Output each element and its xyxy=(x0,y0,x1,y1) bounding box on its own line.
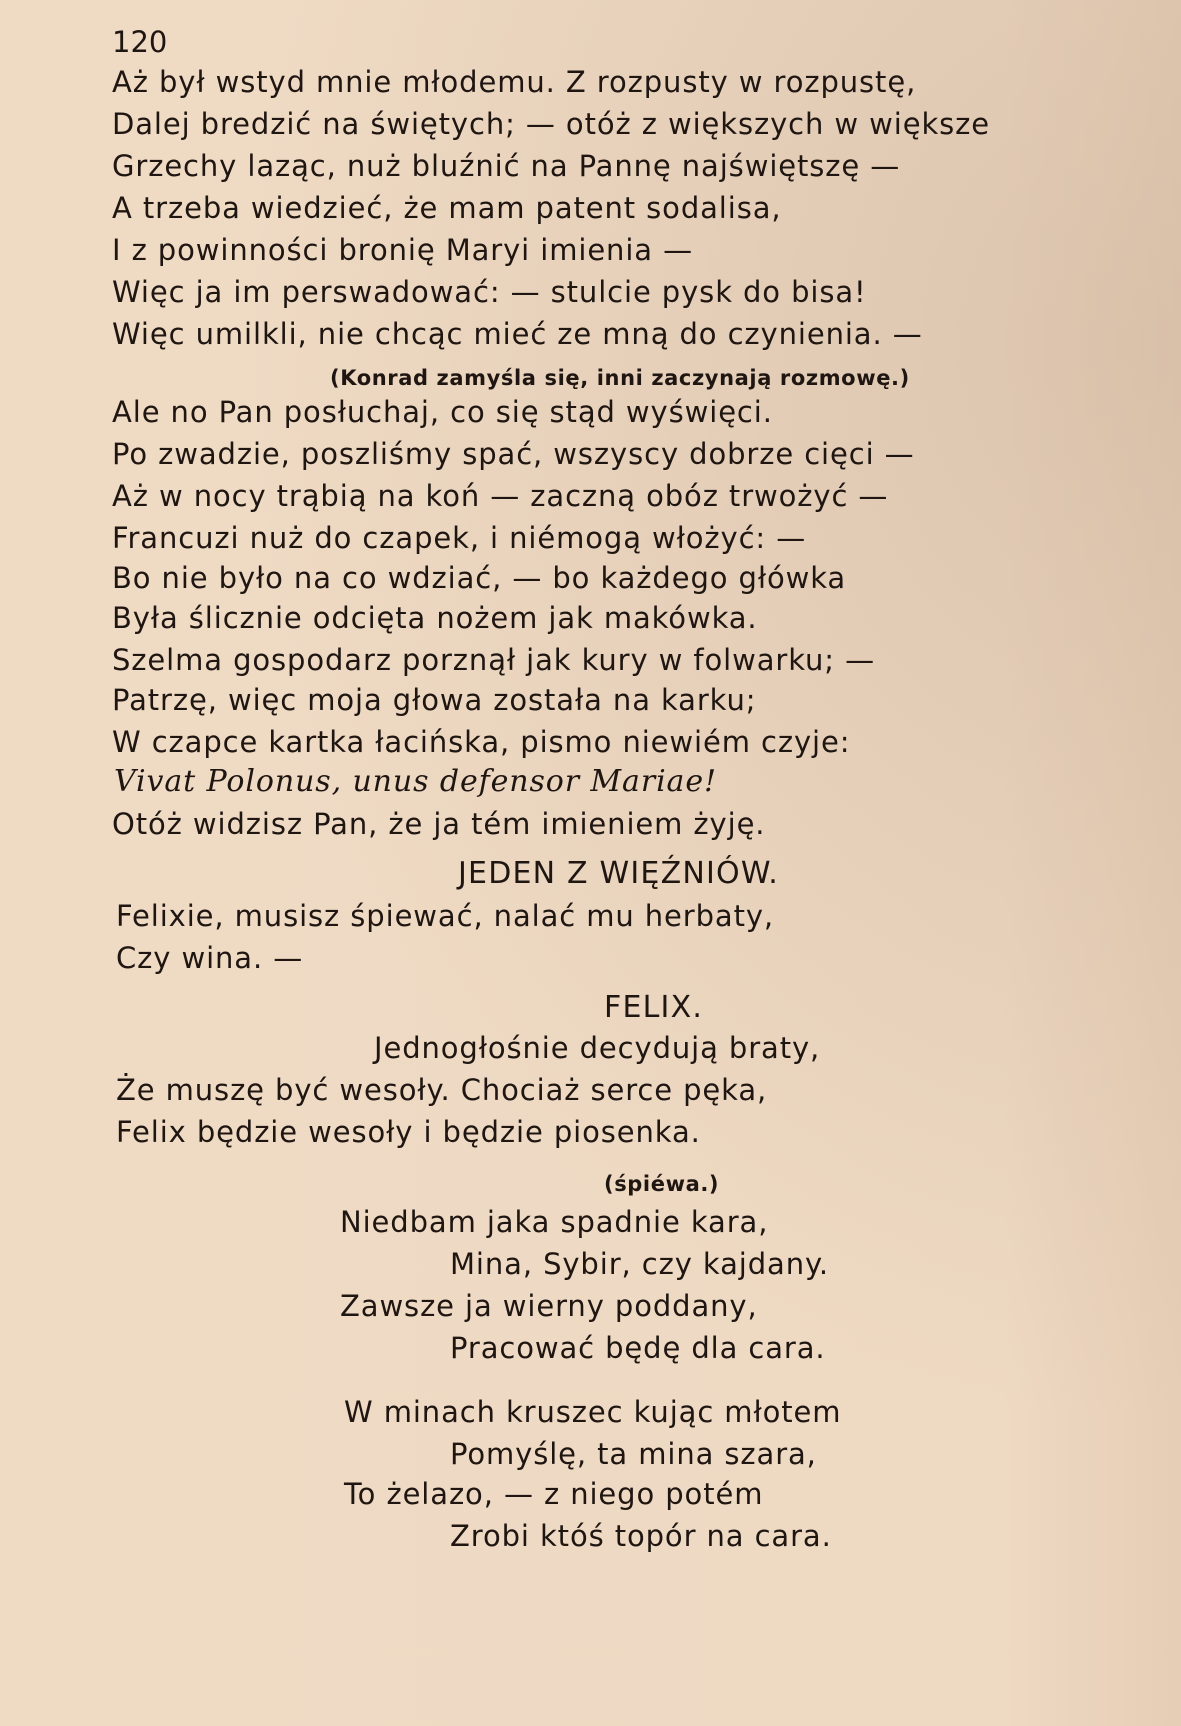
text-line: Szelma gospodarz porznął jak kury w folwarku; — xyxy=(112,643,875,677)
text-line: Dalej bredzić na świętych; — otóż z większych w większe xyxy=(112,107,991,141)
song-line: Pomyślę, ta mina szara, xyxy=(450,1437,817,1471)
text-line: Felix będzie wesoły i będzie piosenka. xyxy=(116,1115,701,1149)
text-line: Czy wina. — xyxy=(116,941,304,975)
text-line: Bo nie było na co wdziać, — bo każdego główka xyxy=(112,561,847,595)
text-line: Francuzi nuż do czapek, i niémogą włożyć: — xyxy=(112,521,807,555)
stage-direction: (Konrad zamyśla się, inni zaczynają rozmowę.) xyxy=(330,366,910,390)
song-line: Pracować będę dla cara. xyxy=(450,1331,826,1365)
song-line: Mina, Sybir, czy kajdany. xyxy=(450,1247,830,1281)
song-line: Zawsze ja wierny poddany, xyxy=(340,1289,758,1323)
song-line: Niedbam jaka spadnie kara, xyxy=(340,1205,769,1239)
stage-direction: (śpiéwa.) xyxy=(604,1172,720,1196)
text-line: I z powinności bronię Maryi imienia — xyxy=(112,233,693,267)
song-line: W minach kruszec kując młotem xyxy=(344,1395,842,1429)
text-line: Grzechy laząc, nuż bluźnić na Pannę najświętszę — xyxy=(112,149,901,183)
text-line: Otóż widzisz Pan, że ja tém imieniem żyję. xyxy=(112,807,766,841)
text-line: Więc ja im perswadować: — stulcie pysk do bisa! xyxy=(112,275,867,309)
text-line: Jednogłośnie decydują braty, xyxy=(374,1031,821,1065)
song-line: Zrobi któś topór na cara. xyxy=(450,1519,832,1553)
text-line: W czapce kartka łacińska, pismo niewiém czyje: xyxy=(112,725,851,759)
text-line: Więc umilkli, nie chcąc mieć ze mną do czynienia. — xyxy=(112,317,923,351)
text-line: Patrzę, więc moja głowa została na karku; xyxy=(112,683,757,717)
text-line: A trzeba wiedzieć, że mam patent sodalisa, xyxy=(112,191,782,225)
latin-quote: Vivat Polonus, unus defensor Mariae! xyxy=(114,764,717,799)
page-number: 120 xyxy=(112,25,168,59)
speaker-name: FELIX. xyxy=(604,990,704,1025)
text-line: Ale no Pan posłuchaj, co się stąd wyświęci. xyxy=(112,395,773,429)
text-line: Aż w nocy trąbią na koń — zaczną obóz trwożyć — xyxy=(112,479,889,513)
text-line: Felixie, musisz śpiewać, nalać mu herbaty, xyxy=(116,899,775,933)
text-line: Była ślicznie odcięta nożem jak makówka. xyxy=(112,601,758,635)
speaker-name: JEDEN Z WIĘŹNIÓW. xyxy=(458,856,780,891)
text-line: Że muszę być wesoły. Chociaż serce pęka, xyxy=(116,1073,768,1107)
text-line: Po zwadzie, poszliśmy spać, wszyscy dobrze cięci — xyxy=(112,437,915,471)
song-line: To żelazo, — z niego potém xyxy=(344,1477,764,1511)
text-line: Aż był wstyd mnie młodemu. Z rozpusty w rozpustę, xyxy=(112,65,917,99)
